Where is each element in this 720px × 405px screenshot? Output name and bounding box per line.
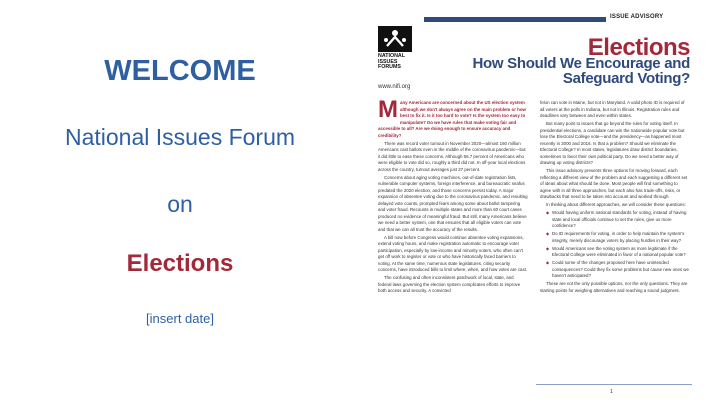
date-placeholder: [insert date] (146, 311, 214, 326)
right-column (540, 100, 690, 296)
welcome-heading: WELCOME (104, 55, 256, 87)
paragraph: But many point to issues that go beyond the rules for voting itself. In presidential elections, a candidate can win the nationwide popular vote but lose the Electoral College vote—and the presidency—as happened most recently in 2000 and 2016. Is that a problem? Should we eliminate the Electoral College? In most states, legislatures draw district boundaries, sometimes to favor their own political party. Do we need a better way of drawing up voting districts? (540, 121, 685, 165)
left-column (378, 96, 528, 296)
paragraph: The confusing and often inconsistent patchwork of local, state, and federal laws governing the election system complicates efforts to improve both access and security. A convicted (378, 275, 521, 293)
question-bullet: ◆ Could some of the changes proposed here have unintended consequences? Could they fix some problems but cause new ones we haven't anticipated? (546, 260, 690, 280)
logo-text: NATIONAL ISSUES FORUMS (378, 53, 405, 71)
website-link[interactable]: www.nifi.org (378, 84, 411, 90)
on-text: on (167, 191, 193, 217)
question-bullet: ◆ Would having uniform national standards for voting, instead of having state and local officials continue to set the rules, give us more confidence? (546, 210, 690, 230)
paragraph: Concerns about aging voting machines, out-of-date registration lists, vulnerable computer systems, foreign interference, and bureaucratic snafus predated the 2020 election, and those concerns persist today. A major expansion of absentee voting due to the coronavirus pandemic, and resulting delayed vote counts, prompted fears among some about ballot tampering and voter fraud. Recounts in multiple states and more than 60 court cases produced no evidence of meaningful fraud. But still, many Americans believe we need a better system, one that ensures that all eligible voters can vote and that we can all trust the accuracy of the results. (378, 174, 528, 232)
doc-subtitle: How Should We Encourage and Safeguard Voting? (472, 55, 690, 87)
forum-name: National Issues Forum (64, 124, 296, 150)
topic-title: Elections (126, 250, 234, 277)
footer-rule (536, 384, 692, 385)
issue-advisory-label: ISSUE ADVISORY (610, 14, 664, 20)
closing-paragraph: These are not the only possible options, nor the only questions. They are starting points for weighing alternatives and reaching a sound judgment. (540, 281, 688, 293)
paragraph: There was record voter turnout in November 2020—almost 160 million Americans cast ballots even in the middle of the coronavirus pandemic—but it did little to ease these concerns. Although 66.7 percent of Americans who were eligible to vote did so, roughly a third did not. In off-year local elections across the country, turnout averages just 27 percent. (378, 140, 526, 172)
nif-logo (378, 26, 412, 78)
paragraph: felon can vote in Maine, but not in Maryland. A valid photo ID is required of all voters at the polls in Indiana, but not in Illinois. Registration rules and deadlines vary between and even within states. (540, 100, 685, 118)
paragraph: In thinking about different approaches, we will consider these questions: (546, 202, 686, 207)
dropcap: M (378, 96, 398, 123)
header-bar (424, 17, 606, 22)
nif-logo-icon (378, 26, 412, 52)
body-columns (378, 96, 696, 390)
page-number: 1 (610, 389, 613, 395)
question-bullet: ◆ Do ID requirements for voting, in order to help maintain the system's integrity, merely discourage voters by placing hurdles in their way? (546, 231, 690, 244)
question-bullet: ◆ Would Americans see the voting system as more legitimate if the Electoral College were eliminated in favor of a national popular vote? (546, 246, 690, 259)
doc-title: Elections (587, 34, 690, 61)
issue-advisory-page (372, 12, 712, 400)
paragraph: A bill now before Congress would continue absentee voting expansions, extend voting hours, and make registration automatic to encourage voter participation, especially by low-income and minority voters, who often can't get off work to register or vote or who have historically faced barriers to voting. At the same time, numerous state legislatures, citing security concerns, have introduced bills to limit where, when, and how votes are cast. (378, 234, 528, 272)
intro-text: any Americans are concerned about the US election system although we don't always agree on the main problem or how best to fix it. Is it too hard to vote? Is the system too easy to manipulate? Do we have rules that make voting fair and accessible to all? Are we doing enough to ensure accuracy and credibility? (378, 100, 526, 138)
paragraph: This issue advisory presents three options for moving forward, each reflecting a different view of the problem and each suggesting a different set of ideas about what should be done. Most people will find something to agree with in all three approaches, but each also has trade-offs, risks, or drawbacks that need to be taken into account and worked through. (540, 168, 688, 199)
